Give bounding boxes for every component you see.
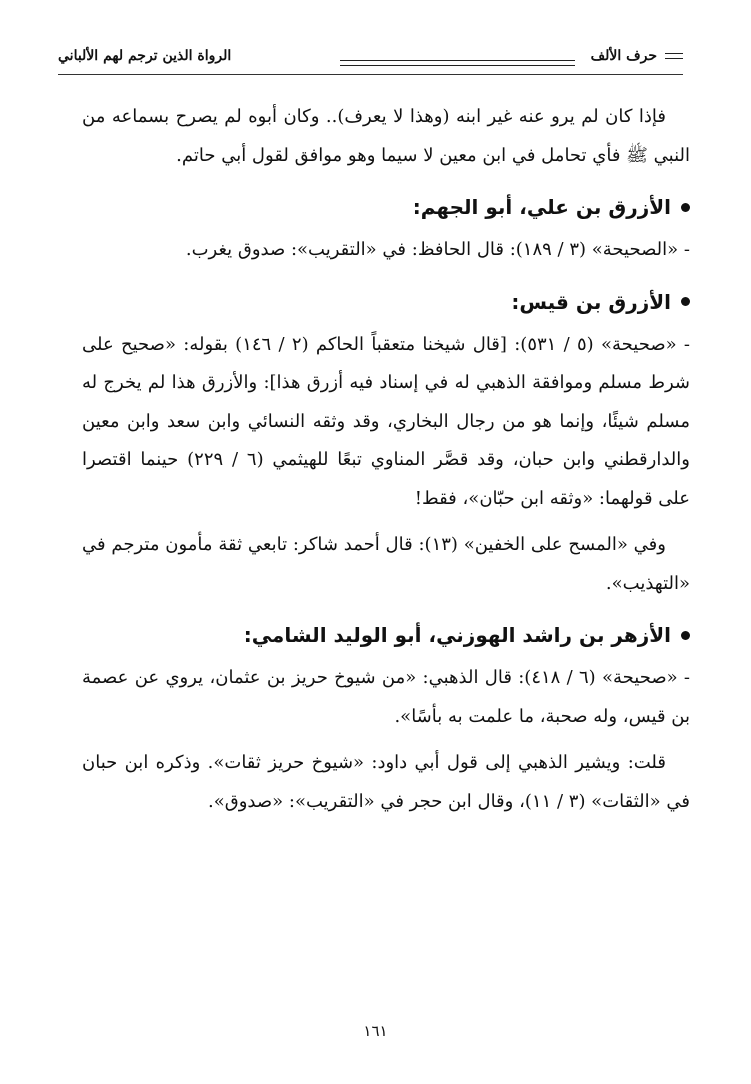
entry-paragraph: - «صحيحة» (٥ / ٥٣١): [قال شيخنا متعقباً الحاكم (٢ / ١٤٦) بقوله: «صحيح على شرط مسلم وموافقة الذهبي له في إسناد فيه أزرق هذا]: والأزرق هذا لم يخرج له مسلم شيئًا، وإنما هو من رجال البخاري، وقد وثقه النسائي وابن سعد وابن معين والدارقطني وابن حبان، وقد قصَّر المناوي تبعًا للهيثمي (٦ / ٢٢٩) حينما اقتصرا على قولهما: «وثقه ابن حبّان»، فقط! [82,333,690,509]
chapter-title: حرف الألف [590,48,657,64]
bullet-icon [681,297,690,306]
bullet-icon [681,203,690,212]
entry-heading [82,617,690,653]
bullet-icon [681,631,690,640]
entry-heading-text: الأزهر بن راشد الهوزني، أبو الوليد الشامي: [243,623,671,647]
header-rule [58,74,683,75]
entry-heading-text: الأزرق بن قيس: [511,289,671,314]
entry-heading [82,284,690,320]
entry-heading [82,189,690,225]
entry-paragraph: وفي «المسح على الخفين» (١٣): قال أحمد شاكر: تابعي ثقة مأمون مترجم في «التهذيب». [82,534,690,594]
entry-paragraph: قلت: ويشير الذهبي إلى قول أبي داود: «شيوخ حريز ثقات». وذكره ابن حبان في «الثقات» (٣ / ١١)، وقال ابن حجر في «التقريب»: «صدوق». [82,752,690,812]
header-chapter [591,48,683,64]
main-text [82,98,690,821]
page-number: ١٦١ [363,1022,388,1040]
entry-paragraph: - «الصحيحة» (٣ / ١٨٩): قال الحافظ: في «التقريب»: صدوق يغرب. [185,239,690,260]
running-header [58,44,683,74]
entry-paragraph: - «صحيحة» (٦ / ٤١٨): قال الذهبي: «من شيوخ حريز بن عثمان، يروي عن عصمة بن قيس، وله صحبة، ما علمت به بأسًا». [82,667,690,727]
header-ornament-right [665,53,683,59]
header-book [58,48,231,64]
intro-paragraph: فإذا كان لم يرو عنه غير ابنه (وهذا لا يعرف).. وكان أبوه لم يصرح بسماعه من النبي ﷺ فأي تحامل في ابن معين لا سيما وهو موافق لقول أبي حاتم. [82,106,690,166]
entry-heading-text: الأزرق بن علي، أبو الجهم: [412,195,671,219]
header-divider-line [340,60,575,66]
book-title: الرواة الذين ترجم لهم الألباني [58,48,232,64]
